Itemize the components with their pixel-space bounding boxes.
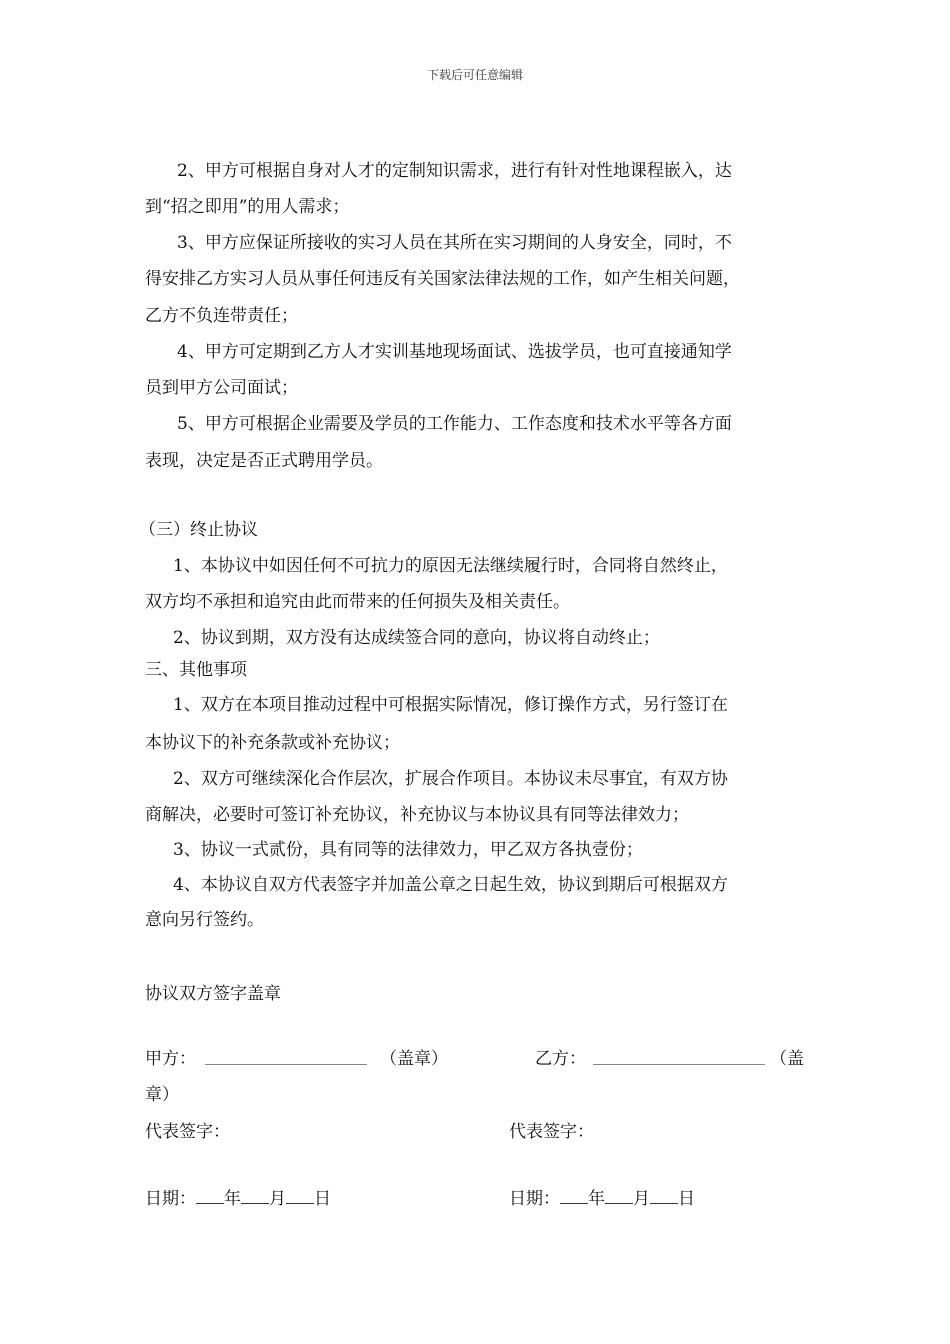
year-label: 年	[224, 1189, 241, 1209]
party-a-seal-label: （盖章）	[380, 1049, 448, 1069]
party-b-label: 乙方：	[535, 1049, 586, 1069]
other-4-line-2: 意向另行签约。	[145, 910, 264, 930]
other-1-line-2: 本协议下的补充条款或补充协议；	[145, 733, 400, 753]
party-a-name-field[interactable]	[205, 1048, 367, 1071]
day-blank[interactable]	[650, 1189, 678, 1204]
party-a-date	[145, 1188, 331, 1210]
other-2-line-1: 2、双方可继续深化合作层次，扩展合作项目。本协议未尽事宜，有双方协	[173, 769, 728, 789]
year-blank[interactable]	[196, 1189, 224, 1204]
party-b-representative-label: 代表签字：	[509, 1122, 594, 1142]
party-b-name-field[interactable]	[593, 1048, 765, 1071]
section-other-heading: 三、其他事项	[145, 660, 247, 680]
page-header: 下载后可任意编辑	[426, 68, 523, 82]
other-3-line-1: 3、协议一式贰份，具有同等的法律效力，甲乙双方各执壹份；	[173, 840, 643, 860]
other-4-line-1: 4、本协议自双方代表签字并加盖公章之日起生效，协议到期后可根据双方	[173, 875, 728, 895]
party-a-label: 甲方：	[145, 1049, 196, 1069]
clause-4-line-1: 4、甲方可定期到乙方人才实训基地现场面试、选拔学员，也可直接通知学	[177, 342, 732, 362]
month-label: 月	[269, 1189, 286, 1209]
year-label: 年	[588, 1189, 605, 1209]
day-blank[interactable]	[286, 1189, 314, 1204]
section-termination-heading: （三）终止协议	[139, 520, 258, 540]
clause-3-line-2: 得安排乙方实习人员从事任何违反有关国家法律法规的工作，如产生相关问题，	[145, 269, 740, 289]
signature-section-title: 协议双方签字盖章	[145, 984, 281, 1004]
year-blank[interactable]	[560, 1189, 588, 1204]
other-2-line-2: 商解决，必要时可签订补充协议，补充协议与本协议具有同等法律效力；	[145, 805, 689, 825]
date-label: 日期：	[509, 1189, 560, 1209]
clause-3-line-3: 乙方不负连带责任；	[145, 306, 298, 326]
party-a-representative-label: 代表签字：	[145, 1122, 230, 1142]
termination-1-line-1: 1、本协议中如因任何不可抗力的原因无法继续履行时，合同将自然终止，	[173, 556, 728, 576]
month-label: 月	[633, 1189, 650, 1209]
month-blank[interactable]	[241, 1189, 269, 1204]
termination-2-line-1: 2、协议到期，双方没有达成续签合同的意向，协议将自动终止；	[173, 628, 660, 648]
date-label: 日期：	[145, 1189, 196, 1209]
other-1-line-1: 1、双方在本项目推动过程中可根据实际情况，修订操作方式，另行签订在	[173, 695, 728, 715]
month-blank[interactable]	[605, 1189, 633, 1204]
clause-5-line-1: 5、甲方可根据企业需要及学员的工作能力、工作态度和技术水平等各方面	[177, 414, 732, 434]
party-b-date	[509, 1188, 695, 1210]
party-b-seal-label: （盖	[770, 1049, 804, 1069]
clause-5-line-2: 表现，决定是否正式聘用学员。	[145, 451, 383, 471]
clause-3-line-1: 3、甲方应保证所接收的实习人员在其所在实习期间的人身安全，同时，不	[177, 233, 732, 253]
clause-2-line-2: 到“招之即用”的用人需求；	[145, 197, 350, 217]
clause-4-line-2: 员到甲方公司面试；	[145, 378, 298, 398]
clause-2-line-1: 2、甲方可根据自身对人才的定制知识需求，进行有针对性地课程嵌入，达	[177, 161, 732, 181]
termination-1-line-2: 双方均不承担和追究由此而带来的任何损失及相关责任。	[145, 592, 570, 612]
day-label: 日	[314, 1189, 331, 1209]
day-label: 日	[678, 1189, 695, 1209]
party-b-seal-label-continued: 章）	[145, 1085, 179, 1105]
